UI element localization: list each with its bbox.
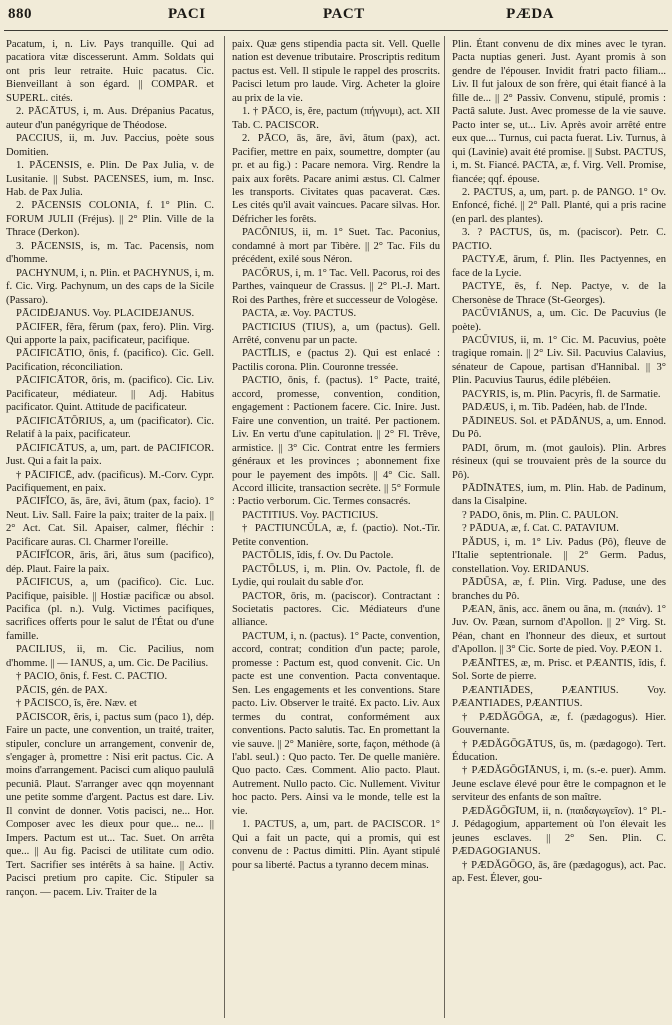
dictionary-entry: 2. PĀCENSIS COLONIA, f. 1° Plin. C. FORUM JULII (Fréjus). || 2° Plin. Ville de la Thrace (Derkon). [6,200,214,239]
dictionary-entry: PACHYNUM, i, n. Plin. et PACHYNUS, i, m. f. Cic. Virg. Pachynum, un des caps de la Sicile (Passaro). [6,267,214,306]
dictionary-entry: PĀDŪSA, æ, f. Plin. Virg. Paduse, une des branches du Pô. [452,577,666,602]
header-rule [4,30,668,31]
dictionary-entry: PACTOR, ōris, m. (paciscor). Contractant : Societatis pactores. Cic. Médiateurs d'une alliance. [232,590,440,629]
dictionary-entry: PACŎRUS, i, m. 1° Tac. Vell. Pacorus, roi des Parthes, vainqueur de Crassus. || 2° Pl.-J. Mart. Roi des Parthes, frère et successeur de Vologèse. [232,267,440,306]
dictionary-entry: PĀCIFER, fĕra, fĕrum (pax, fero). Plin. Virg. Qui apporte la paix, pacificateur, pacifique. [6,321,214,346]
dictionary-entry: † PÆDĂGŌGO, ās, āre (pædagogus), act. Pac. ap. Fest. Élever, gou- [452,859,666,885]
dictionary-entry: 1. † PĀCO, is, ĕre, pactum (πήγνυμι), act. XII Tab. C. PACISCOR. [232,106,440,131]
dictionary-entry: 2. PĀCO, ās, āre, āvi, ātum (pax), act. Pacifier, mettre en paix, soumettre, dompter (au pr. et au fig.) : Pacare nemora. Virg. Rendre la paix aux forêts. Pacare animi æstus. Cl. Calmer les transports. Civitates quas pacaverat. Cæs. Les cités qu'il avait vaincues. Pacare silvas. Hor. Défricher les forêts. [232,133,440,225]
dictionary-entry: ? PADO, ōnis, m. Plin. C. PAULON. [462,509,619,521]
dictionary-entry: PACTICIUS (TIUS), a, um (pactus). Gell. Arrêté, convenu par un pacte. [232,321,440,346]
dictionary-entry: PADÆUS, i, m. Tib. Padéen, hab. de l'Inde. [462,402,648,414]
dictionary-entry: 1. PACTUS, a, um, part. de PACISCOR. 1° Qui a fait un pacte, qui a promis, qui est convenu de : Pactus dimitti. Plin. Ayant stipulé pour sa liberté. Pactus a tyranno decem minas. [232,819,440,871]
dictionary-entry: † PACTIUNCŬLA, æ, f. (pactio). Not.-Tir. Petite convention. [232,523,440,548]
dictionary-entry: PĀCIFĬCO, ās, āre, āvi, ātum (pax, facio). 1° Neut. Liv. Sall. Faire la paix; traiter de la paix. || 2° Act. Cat. Sil. Apaiser, calmer, fléchir : Pacificare auras. Cl. Charmer l'oreille. [6,496,214,548]
dictionary-entry: PACTŌLIS, ĭdis, f. Ov. Du Pactole. [242,550,394,562]
dictionary-entry: 1. PĀCENSIS, e. Plin. De Pax Julia, v. de Lusitanie. || Subst. PACENSES, ium, m. Insc. Hab. de Pax Julia. [6,160,214,198]
guide-word-left: PACI [168,6,206,22]
dictionary-entry: PACŪVIUS, ii, m. 1° Cic. M. Pacuvius, poète tragique romain. || 2° Liv. Sil. Pacuvius Calavius, sénateur de Capoue, partisan d'Hannibal. || 3° Plin. Pacuvius Taurus, édile plébéien. [452,334,666,387]
dictionary-entry: † PÆDĂGŌGĀTUS, ūs, m. (pædagogo). Tert. Éducation. [452,738,666,764]
column-divider-2 [444,36,445,1018]
dictionary-entry: PACTĪLIS, e (pactus 2). Qui est enlacé : Pactilis corona. Plin. Couronne tressée. [232,348,440,373]
dictionary-entry: PACTUM, i, n. (pactus). 1° Pacte, convention, accord, contrat; condition d'un pacte; parole, promesse : Pactum est, quod convenit. Cic. Un pacte est une convention. Pacta conventaque. Sen. Les engagements et les conventions. Stare pacto. Liv. Observer le traité. Ex pacto. Liv. Aux termes du contrat, conformément aux conventions. Pacto salutis. Tac. En promettant la vie sauve. || 2° Manière, sorte, façon, méthode (à l'abl. seul.) : Quo pacto. Ter. De quelle manière. Quo pacto. Cæs. Comment. Alio pacto. Plaut. Autrement. Nullo pacto. Cic. Nullement. Vivitur hoc pacto. Pers. Ainsi va le monde, telle est la vie. [232,630,440,817]
dictionary-entry: PĀDĪNĀTES, ium, m. Plin. Hab. de Padinum, dans la Cisalpine. [452,482,666,508]
dictionary-entry: PACTA, æ. Voy. PACTUS. [242,308,357,320]
dictionary-entry: PÆDĂGŌGĪUM, ii, n. (παιδαγωγεῖον). 1° Pl.-J. Pédagogium, appartement où l'on élevait les jeunes esclaves. || 2° Sen. Plin. C. PÆDAGOGIANUS. [452,805,666,858]
dictionary-entry: PĀCISCOR, ĕris, i, pactus sum (paco 1), dép. Faire un pacte, une convention, un traité, traiter, stipuler, conclure un arrangement, convenir de, s'engager à, promettre : Nisi erit pactus. Cic. A moins d'arrangement. Pacisci cum aliquo paululâ pecuniâ. Plaut. S'arranger avec qqn moyennant une petite somme d'argent. Pactus est dare. Liv. Il convint de donner. Votis pacisci, ne... Hor. Composer avec les dieux pour que... ne... || Impers. Pactum est ut... Tac. Suet. On arrêta que... || Au fig. Pacisci de utilitate cum odio. Tert. Sacrifier ses intérêts à sa haine. || Activ. Pacisci pretium pro capite. Cic. Stipuler sa rançon. — pacem. Liv. Traiter de la [6,711,214,898]
column-middle [232,38,440,1018]
dictionary-entry: † PÆDĂGŌGA, æ, f. (pædagogus). Hier. Gouvernante. [452,711,666,737]
dictionary-entry: Pacatum, i, n. Liv. Pays tranquille. Qui ad pacatiora vitæ discesserunt. Amm. Soldats qui ont pris leur retraite. Huic pacatus. Cic. Bienveillant à son égard. || COMPAR. et SUPERL. cités. [6,39,214,104]
dictionary-entry: PACTITIUS. Voy. PACTICIUS. [242,509,379,521]
dictionary-entry: PĀCIFICĀTŌRIUS, a, um (pacificator). Cic. Relatif à la paix, pacificateur. [6,415,214,441]
dictionary-entry: PACTIO, ōnis, f. (pactus). 1° Pacte, traité, accord, promesse, convention, condition, engagement : Pactionem facere. Cic. Inire. Just. Faire une convention, un traité. Per pactionem. Liv. En vertu d'une capitulation. || 2° Fl. Trêve, armistice. || 3° Cic. Contrat entre les fermiers généraux et les provinces ; abonnement fixe pour le payement des impôts. || 4° Cic. Sall. Accord illicite, transaction secrète. || 5° Formule : Pactio verborum. Cic. Termes consacrés. [232,375,440,508]
dictionary-entry: PĀCIS, gén. de PAX. [16,684,108,696]
dictionary-entry: † PĀCIFICĒ, adv. (pacificus). M.-Corv. Cypr. Pacifiquement, en paix. [6,469,214,494]
dictionary-entry: 2. PACTUS, a, um, part. p. de PANGO. 1° Ov. Enfoncé, fiché. || 2° Pall. Planté, qui a pris racine (en parl. des plantes). [452,186,666,225]
dictionary-entry: PĀCIFICUS, a, um (pacifico). Cic. Luc. Pacifique, paisible. || Hostiæ pacificæ ou absol. Pacifica (pl. n.). Vulg. Victimes pacifiques, sacrifices offerts pour le salut de l'État ou d'une famille. [6,577,214,642]
dictionary-entry: † PACIO, ōnis, f. Fest. C. PACTIO. [16,671,168,683]
column-right [452,38,666,1018]
dictionary-entry: Plin. Étant convenu de dix mines avec le tyran. Pacta nuptias generi. Just. Ayant promis à son gendre de l'épouser. Invidit fratri pacto filiam... Liv. Il fut jaloux de son frère, qui était fiancé à la fille de... || 2° Passiv. Convenu, stipulé, promis : Pactâ salute. Just. Avec promesse de la vie sauve. Pacto inter se, ut... Liv. Après avoir arrêté entre eux que.... Turnus, cui pacta fuerat. Liv. Turnus, à qui (Lavinie) avait été promise. || Subst. PACTUS, i, m. St. Fiancé. PACTA, æ, f. Virg. Vell. Promise, fiancée; qqf. épouse. [452,39,666,185]
dictionary-entry: PACŪVIĀNUS, a, um. Cic. De Pacuvius (le poète). [452,308,666,333]
dictionary-entry: 3. PĀCENSIS, is, m. Tac. Pacensis, nom d'homme. [6,240,214,266]
dictionary-entry: PĀCIFICĀTOR, ōris, m. (pacifico). Cic. Liv. Pacificateur, médiateur. || Adj. Habitus pacificator. Quint. Attitude de pacificateur. [6,375,214,414]
guide-word-right: PÆDA [506,6,554,22]
dictionary-entry: † PĀCISCO, ĭs, ĕre. Næv. et [16,698,137,710]
column-left [6,38,214,1018]
dictionary-entry: ? PĀDUA, æ, f. Cat. C. PATAVIUM. [462,523,619,535]
dictionary-entry: PĀCIFICĀTIO, ōnis, f. (pacifico). Cic. Gell. Pacification, réconciliation. [6,348,214,373]
dictionary-entry: † PÆDĂGŌGĪĀNUS, i, m. (s.-e. puer). Amm. Jeune esclave élevé pour être le compagnon et le serviteur des enfants de son maître. [452,765,666,804]
column-divider-1 [224,36,225,1018]
dictionary-entry: paix. Quæ gens stipendia pacta sit. Vell. Quelle nation est devenue tributaire. Proscriptis reditum pactus est. Vell. Il stipule le rappel des proscrits. Pacisci letum pro laude. Virg. Acheter la gloire au prix de la vie. [232,39,440,104]
page-number: 880 [8,6,32,22]
dictionary-entry: PACŌNIUS, ii, m. 1° Suet. Tac. Paconius, condamné à mort par Tibère. || 2° Tac. Fils du précédent, exilé sous Néron. [232,227,440,266]
dictionary-entry: PĀCIDĒJANUS. Voy. PLACIDEJANUS. [16,308,195,320]
page-header [8,6,664,28]
dictionary-entry: 2. PĀCĀTUS, i, m. Aus. Drépanius Pacatus, auteur d'un panégyrique de Théodose. [6,106,214,131]
dictionary-entry: PACYRIS, is, m. Plin. Pacyris, fl. de Sarmatie. [462,388,661,400]
dictionary-entry: PÆANTIĀDES, PÆANTIUS. Voy. PÆANTIADES, PÆANTIUS. [452,684,666,710]
dictionary-entry: PĀCIFĬCOR, āris, āri, ātus sum (pacifico), dép. Plaut. Faire la paix. [6,550,214,575]
dictionary-entry: PACILIUS, ii, m. Cic. Pacilius, nom d'homme. || — IANUS, a, um. Cic. De Pacilius. [6,644,214,669]
dictionary-entry: PĀCIFICĀTUS, a, um, part. de PACIFICOR. Just. Qui a fait la paix. [6,442,214,468]
dictionary-entry: PADI, ōrum, m. (mot gaulois). Plin. Arbres résineux (qui se trouvaient près de la source du Pô). [452,442,666,481]
guide-word-center: PACT [323,6,365,22]
dictionary-entry: 3. ? PACTUS, ūs, m. (paciscor). Petr. C. PACTIO. [452,227,666,252]
dictionary-entry: PACTYE, ēs, f. Nep. Pactye, v. de la Chersonèse de Thrace (St-Georges). [452,281,666,306]
dictionary-entry: PĂDUS, i, m. 1° Liv. Padus (Pô), fleuve de l'Italie septentrionale. || 2° Germ. Padus, constellation. Voy. ERIDANUS. [452,536,666,575]
dictionary-entry: PĀDINEUS. Sol. et PĀDĀNUS, a, um. Ennod. Du Pô. [452,415,666,441]
dictionary-entry: PACCIUS, ii, m. Juv. Paccius, poète sous Domitien. [6,133,214,158]
dictionary-entry: PACTŌLUS, i, m. Plin. Ov. Pactole, fl. de Lydie, qui roulait du sable d'or. [232,563,440,589]
dictionary-entry: PÆĀNĪTES, æ, m. Prisc. et PÆANTIS, ĭdis, f. Sol. Sorte de pierre. [452,657,666,683]
dictionary-entry: PACTYÆ, ārum, f. Plin. Iles Pactyennes, en face de la Lycie. [452,254,666,279]
dictionary-entry: PÆAN, ānis, acc. ānem ou āna, m. (παιάν). 1° Juv. Ov. Pæan, surnom d'Apollon. || 2° Virg. St. Péan, chant en l'honneur des dieux, et surtout d'Apollon. || 3° Cic. Sorte de pied. Voy. PÆON 1. [452,604,666,656]
